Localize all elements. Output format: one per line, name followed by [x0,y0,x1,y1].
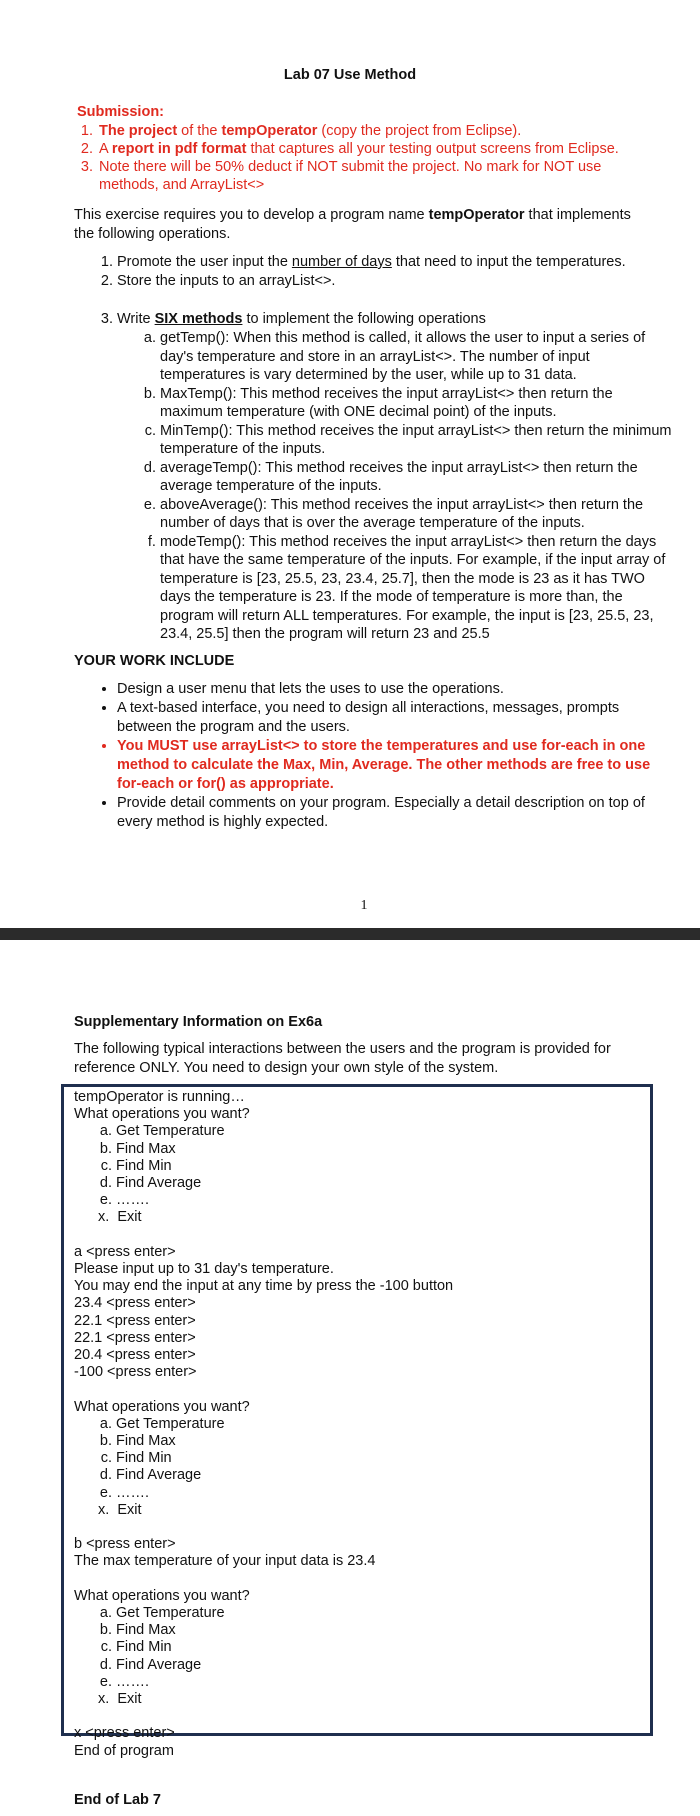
console-line: 22.1 <press enter> [74,1329,196,1346]
console-gap [74,1571,640,1588]
work-bullet-required: • You MUST use arrayList<> to store the temperatures and use for-each in one method to calculate the Max, Min, Average. The other methods are free to use for-each or for() as appropriate. [117,737,675,794]
console-menu-item: a. Get Temperature [116,1605,640,1622]
console-line: b <press enter> [74,1536,176,1553]
console-exit-marker: x. [98,1501,110,1518]
submission-item-1-mid: of the [177,123,222,139]
console-menu-item: c. Find Min [116,1158,640,1175]
console-menu-item: c. Find Min [116,1639,640,1656]
console-menu-item: e. ……. [116,1485,640,1502]
console-line: a <press enter> [74,1243,176,1260]
console-menu-item: e. ……. [116,1674,640,1691]
console-line: You may end the input at any time by press the -100 button [74,1278,454,1295]
console-menu-item: b. Find Max [116,1141,640,1158]
supplementary-heading: Supplementary Information on Ex6a [74,1014,323,1030]
your-work-list [98,680,675,832]
intro-bold: tempOperator [428,207,525,223]
console-gap [74,1381,640,1398]
console-prompt: What operations you want? [74,1106,250,1123]
console-line: 23.4 <press enter> [74,1295,196,1312]
sample-interaction-box [61,1084,653,1759]
console-prompt: What operations you want? [74,1398,250,1415]
console-line: Please input up to 31 day's temperature. [74,1261,334,1278]
page-title: Lab 07 Use Method [283,67,417,83]
submission-item-2-rest: that captures all your testing output screens from Eclipse. [246,141,619,157]
console-exit-label: Exit [117,1501,142,1518]
method-item: a. getTemp(): When this method is called, it allows the user to input a series of day's temperature and store in an arrayList<>. The number of input temperatures is vary determined by the user, while up to 31 data. [160,329,677,385]
console-line: The max temperature of your input data is 23.4 [74,1553,376,1570]
operation-1-underlined: number of days [291,254,392,270]
console-exit-line [74,1502,640,1519]
submission-item-2-pre: A [99,141,112,157]
submission-item-1-rest: (copy the project from Eclipse). [317,123,522,139]
console-menu-item: a. Get Temperature [116,1123,640,1140]
submission-list [77,122,657,194]
method-item: c. MinTemp(): This method receives the input arrayList<> then return the minimum temperature of the inputs. [160,422,677,459]
console-exit-marker: x. [98,1209,110,1226]
methods-list [117,329,677,644]
console-line: 22.1 <press enter> [74,1312,196,1329]
operation-2: 2. Store the inputs to an arrayList<>. [117,272,677,291]
console-menu [74,1123,640,1209]
submission-item-2 [97,140,657,158]
your-work-heading: YOUR WORK INCLUDE [74,653,235,669]
document-page-2 [0,940,700,1816]
console-line: x <press enter> [74,1725,175,1742]
console-line: tempOperator is running… [74,1089,245,1105]
work-bullet: • Design a user menu that lets the uses to use the operations. [117,680,675,699]
submission-item-2-bold: report in pdf format [111,141,247,157]
intro-pre: This exercise requires you to develop a program name [74,207,429,223]
operation-3-bold: SIX methods [154,311,243,327]
method-item: d. averageTemp(): This method receives the input arrayList<> then return the average temperature of the inputs. [160,459,677,496]
console-exit-label: Exit [117,1691,142,1708]
work-bullet: • A text-based interface, you need to design all interactions, messages, prompts between the program and the users. [117,699,675,737]
operation-1 [117,253,677,272]
console-menu [74,1605,640,1691]
submission-heading: Submission: [77,104,165,120]
console-gap [74,1227,640,1244]
method-item: b. MaxTemp(): This method receives the input arrayList<> then return the maximum temperature (with ONE decimal point) of the inputs. [160,385,677,422]
operations-list [98,253,677,644]
console-exit-label: Exit [117,1209,142,1226]
console-line: End of program [74,1742,174,1759]
submission-item-1 [97,122,657,140]
end-of-lab: End of Lab 7 [74,1792,161,1808]
console-exit-line [74,1691,640,1708]
work-bullet: • Provide detail comments on your program. Especially a detail description on top of every method is highly expected. [117,794,675,832]
console-gap [74,1519,640,1536]
console-menu-item: d. Find Average [116,1175,640,1192]
submission-item-1-bold: The project [99,123,178,139]
page-number: 1 [360,898,368,913]
console-line: -100 <press enter> [74,1364,197,1381]
console-menu-item: e. ……. [116,1192,640,1209]
page-separator [0,928,700,940]
intro-rest: that implements the following operations. [74,207,631,242]
console-menu-item: c. Find Min [116,1450,640,1467]
console-menu-item: b. Find Max [116,1433,640,1450]
submission-item-3: 3. Note there will be 50% deduct if NOT submit the project. No mark for NOT use methods, and ArrayList<> [97,158,657,194]
console-menu-item: d. Find Average [116,1657,640,1674]
submission-item-1-bold2: tempOperator [221,123,318,139]
console-menu-item: b. Find Max [116,1622,640,1639]
operation-3 [117,310,677,644]
console-exit-line [74,1209,640,1226]
supplementary-intro: The following typical interactions between the users and the program is provided for reference ONLY. You need to design your own style of the system. [74,1041,611,1076]
console-prompt: What operations you want? [74,1587,250,1604]
method-item: f. modeTemp(): This method receives the input arrayList<> then return the days that have the same temperature of the inputs. For example, if the input array of temperature is [23, 25.5, 23, 23.4, 25.7], then the mode is 23 as it has TWO days the temperature is 23. If the mode of temperature is more than, the program will return ALL temperatures. For example, the input is [23, 25.5, 23, 23.4, 25.5] then the program will return 23 and 25.5 [160,533,677,644]
operation-3-rest: to implement the following operations [242,311,486,327]
method-item: e. aboveAverage(): This method receives the input arrayList<> then return the number of days that is over the average temperature of the inputs. [160,496,677,533]
console-menu-item: d. Find Average [116,1467,640,1484]
console-exit-marker: x. [98,1691,110,1708]
operation-3-pre: Write [117,311,155,327]
console-gap [74,1708,640,1725]
console-menu [74,1416,640,1502]
console-menu-item: a. Get Temperature [116,1416,640,1433]
console-line: 20.4 <press enter> [74,1347,196,1364]
operation-1-rest: that need to input the temperatures. [391,254,626,270]
operation-1-pre: Promote the user input the [117,254,292,270]
intro-paragraph [74,206,649,244]
